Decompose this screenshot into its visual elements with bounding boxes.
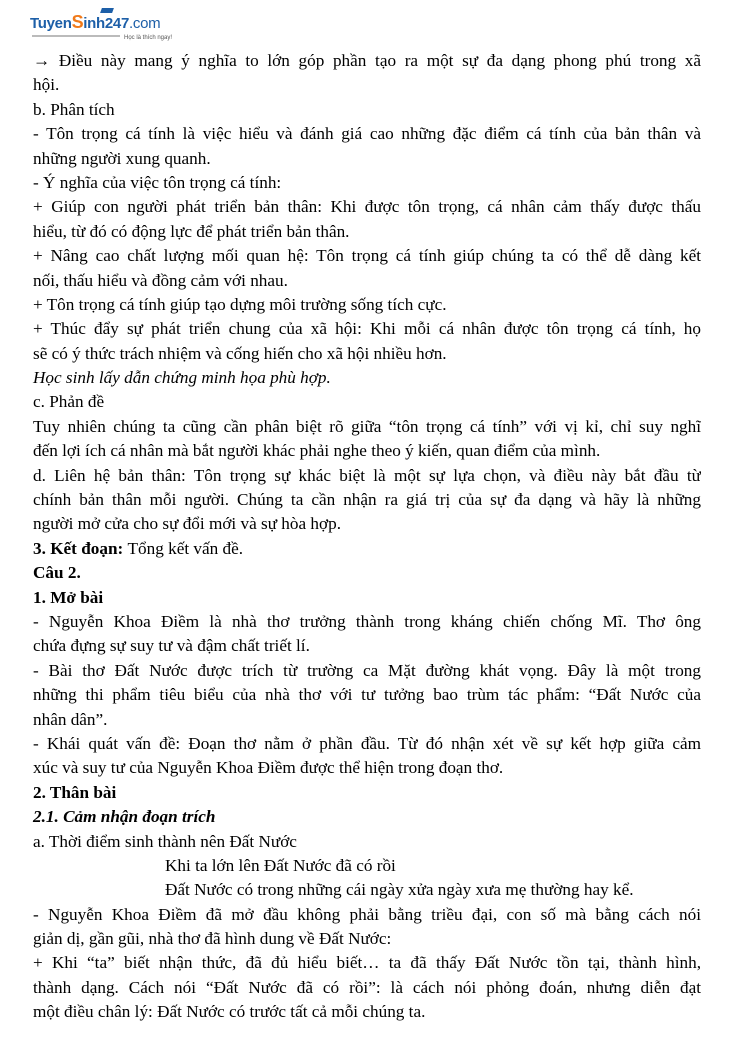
text-line [33,73,701,97]
text-line [33,951,701,975]
line-text: chính bản thân mỗi người. Chúng ta cần nhận ra giá trị của sự đa dạng và hãy là những [33,490,701,510]
section-heading: 3. Kết đoạn: [33,538,128,558]
line-text: hội. [33,75,60,95]
text-line [33,464,701,488]
text-line [33,195,701,219]
line-text: nối, thấu hiểu và đồng cảm với nhau. [33,270,288,290]
line-text: những người xung quanh. [33,148,211,168]
logo-brand [30,12,160,32]
text-line [33,147,701,171]
line-text: xúc và suy tư của Nguyễn Khoa Điềm được thể hiện trong đoạn thơ. [33,758,504,778]
text-line [33,683,701,707]
line-text: + Giúp con người phát triển bản thân: Khi được tôn trọng, cá nhân cảm thấy được thấu [33,197,701,217]
text-line [33,854,701,878]
line-text: giản dị, gần gũi, nhà thơ đã hình dung về Đất Nước: [33,929,392,949]
text-line [33,708,701,732]
logo-text: .com [129,15,161,32]
text-line [33,586,701,610]
line-text: 2. Thân bài [33,782,117,802]
line-text: d. Liên hệ bản thân: Tôn trọng sự khác biệt là một sự lựa chọn, và điều này bắt đầu từ [33,465,701,485]
text-line [33,610,701,634]
text-line [33,269,701,293]
line-text: nhân dân”. [33,709,108,729]
line-text: - Nguyễn Khoa Điềm là nhà thơ trưởng thành trong kháng chiến chống Mĩ. Thơ ông [33,611,701,631]
line-text: Tổng kết vấn đề. [127,538,244,558]
line-text: Câu 2. [33,563,81,583]
text-line [33,1000,701,1024]
tuyensinh247-logo [30,8,180,46]
line-text: - Ý nghĩa của việc tôn trọng cá tính: [33,172,282,192]
logo-text: S [71,12,84,32]
text-line [33,366,701,390]
text-line [33,732,701,756]
text-line [33,439,701,463]
text-line [33,488,701,512]
text-line [33,537,701,561]
line-text: thành dạng. Cách nói “Đất Nước đã có rồi”: là cách nói phỏng đoán, nhưng diễn đạt [33,977,701,997]
line-text: chứa đựng sự suy tư và đậm chất triết lí. [33,636,310,656]
text-line [33,976,701,1000]
logo-slogan: Học là thích ngay! [124,35,173,41]
line-text: a. Thời điểm sinh thành nên Đất Nước [33,831,297,851]
text-line [33,171,701,195]
line-text: đến lợi ích cá nhân mà bắt người khác phải nghe theo ý kiến, quan điểm của mình. [33,441,601,461]
text-line [33,98,701,122]
line-text: + Tôn trọng cá tính giúp tạo dựng môi trường sống tích cực. [33,294,447,314]
logo-text: inh247 [83,15,130,32]
line-text: - Bài thơ Đất Nước được trích từ trường ca Mặt đường khát vọng. Đây là một trong [33,660,701,680]
text-line [33,561,701,585]
line-text: 1. Mở bài [33,587,104,607]
line-text: Học sinh lấy dẫn chứng minh họa phù hợp. [33,368,331,388]
text-line [33,317,701,341]
line-text: → Điều này mang ý nghĩa to lớn góp phần tạo ra một sự đa dạng phong phú trong xã [33,51,701,70]
line-text: - Khái quát vấn đề: Đoạn thơ nằm ở phần đầu. Từ đó nhận xét về sự kết hợp giữa cảm [33,733,701,753]
line-text: một điều chân lý: Đất Nước có trước tất cả mỗi chúng ta. [33,1002,426,1022]
text-line [33,756,701,780]
line-text: người mở cửa cho sự đổi mới và sự hòa hợp. [33,514,341,534]
line-text: b. Phân tích [33,99,115,119]
text-line [33,244,701,268]
line-text: + Thúc đẩy sự phát triển chung của xã hội: Khi mỗi cá nhân được tôn trọng cá tính, họ [33,319,701,339]
line-text: Đất Nước có trong những cái ngày xửa ngày xưa mẹ thường hay kể. [165,880,634,900]
text-line [33,293,701,317]
line-text: + Nâng cao chất lượng mối quan hệ: Tôn trọng cá tính giúp chúng ta có thể dễ dàng kết [33,246,701,266]
line-text: - Tôn trọng cá tính là việc hiểu và đánh giá cao những đặc điểm cá tính của bản thân và [33,124,701,144]
text-line [33,634,701,658]
text-line [33,927,701,951]
text-line [33,415,701,439]
logo-text: Tuyen [30,15,72,32]
line-text: sẽ có ý thức trách nhiệm và cống hiến cho xã hội nhiều hơn. [33,343,447,363]
text-line [33,122,701,146]
line-text: hiểu, từ đó có động lực để phát triển bản thân. [33,221,350,241]
line-text: - Nguyễn Khoa Điềm đã mở đầu không phải bằng triều đại, con số mà bằng cách nói [33,904,701,924]
line-text: những thi phẩm tiêu biểu của nhà thơ với tư tưởng bao trùm tác phẩm: “Đất Nước của [33,685,701,705]
text-line [33,512,701,536]
text-line [33,659,701,683]
text-line [33,781,701,805]
line-text: Tuy nhiên chúng ta cũng cần phân biệt rõ giữa “tôn trọng cá tính” với vị kỉ, chỉ suy nghĩ [33,416,701,436]
text-line [33,49,701,73]
text-line [33,830,701,854]
line-text: + Khi “ta” biết nhận thức, đã đủ hiểu biết… ta đã thấy Đất Nước tồn tại, thành hình, [33,953,701,973]
line-text: c. Phản đề [33,392,105,412]
text-line [33,878,701,902]
line-text: Khi ta lớn lên Đất Nước đã có rồi [165,855,396,875]
text-line [33,903,701,927]
text-line [33,342,701,366]
text-line [33,220,701,244]
line-text: 2.1. Cảm nhận đoạn trích [33,807,216,827]
document-body [33,49,701,1025]
logo-underline [32,35,120,37]
text-line [33,805,701,829]
text-line [33,390,701,414]
